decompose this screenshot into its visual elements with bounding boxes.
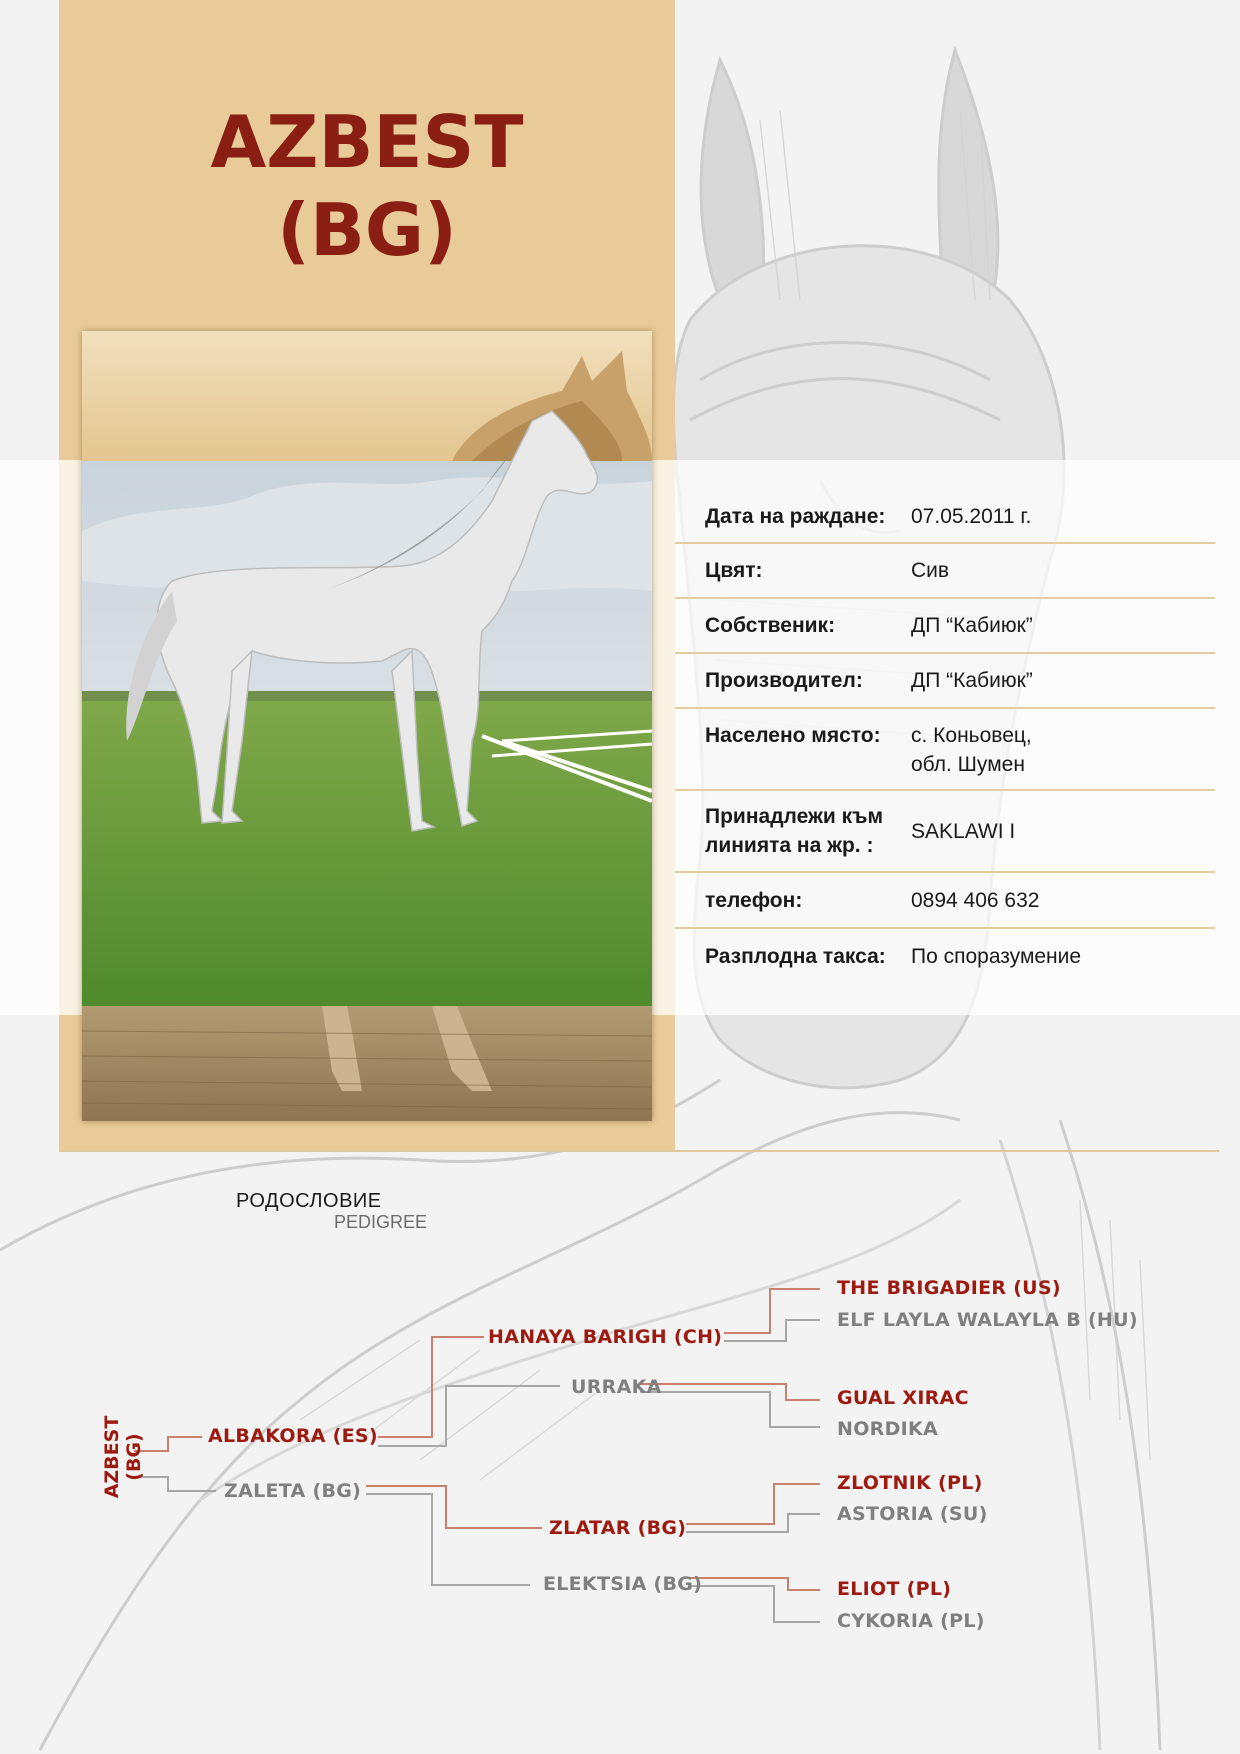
pedigree-sd-sire: GUAL XIRAC: [837, 1387, 969, 1409]
detail-label: Собственик:: [705, 614, 836, 637]
pedigree-ds-sire: ZLOTNIK (PL): [837, 1472, 983, 1494]
horse-title: [59, 98, 675, 274]
detail-label: Цвят:: [705, 559, 763, 582]
detail-label: Производител:: [705, 669, 863, 692]
pedigree-sire: ALBAKORA (ES): [208, 1425, 378, 1447]
detail-row-line: [675, 791, 1215, 873]
pedigree-sire-dam: URRAKA: [571, 1376, 662, 1398]
pedigree-root: AZBEST (BG): [101, 1415, 145, 1499]
detail-value: По споразумение: [911, 944, 1082, 968]
pedigree-ds-dam: ASTORIA (SU): [837, 1503, 988, 1525]
detail-label: телефон:: [705, 888, 803, 912]
detail-value: с. Коньовец, обл. Шумен: [911, 724, 1032, 776]
detail-value: Сив: [911, 559, 950, 582]
detail-value: ДП “Кабиюк”: [911, 669, 1033, 692]
detail-value: 07.05.2011 г.: [911, 504, 1032, 528]
horse-name: AZBEST: [210, 100, 524, 184]
detail-value: SAKLAWI I: [911, 819, 1016, 843]
detail-row-owner: [675, 599, 1215, 654]
pedigree-dam-sire: ZLATAR (BG): [549, 1517, 687, 1539]
pedigree-dam: ZALETA (BG): [224, 1480, 362, 1502]
pedigree-sire-sire: HANAYA BARIGH (CH): [488, 1326, 723, 1348]
detail-label: Населено място:: [705, 724, 881, 747]
detail-label: Разплодна такса:: [705, 944, 886, 968]
pedigree-dam-dam: ELEKTSIA (BG): [543, 1573, 703, 1595]
detail-row-stud-fee: [675, 929, 1215, 983]
pedigree-ss-dam: ELF LAYLA WALAYLA B (HU): [837, 1309, 1138, 1331]
horse-photo: [82, 331, 652, 1121]
section-divider: [59, 1150, 1219, 1152]
horse-country: (BG): [277, 188, 457, 272]
pedigree-dd-dam: CYKORIA (PL): [837, 1610, 985, 1632]
detail-label: Дата на раждане:: [705, 504, 886, 528]
detail-label: Принадлежи към линията на жр. :: [705, 805, 883, 857]
pedigree-sd-dam: NORDIKA: [837, 1418, 939, 1440]
detail-value: 0894 406 632: [911, 888, 1040, 912]
pedigree-ss-sire: THE BRIGADIER (US): [837, 1277, 1061, 1299]
detail-value: ДП “Кабиюк”: [911, 614, 1033, 637]
details-table: [675, 490, 1215, 983]
detail-row-phone: [675, 873, 1215, 929]
detail-row-birth-date: [675, 490, 1215, 544]
detail-row-producer: [675, 654, 1215, 709]
pedigree-heading: РОДОСЛОВИЕ: [236, 1190, 382, 1212]
detail-row-location: [675, 709, 1215, 791]
pedigree-dd-sire: ELIOT (PL): [837, 1578, 952, 1600]
detail-row-color: [675, 544, 1215, 599]
pedigree-subheading: PEDIGREE: [334, 1212, 428, 1232]
